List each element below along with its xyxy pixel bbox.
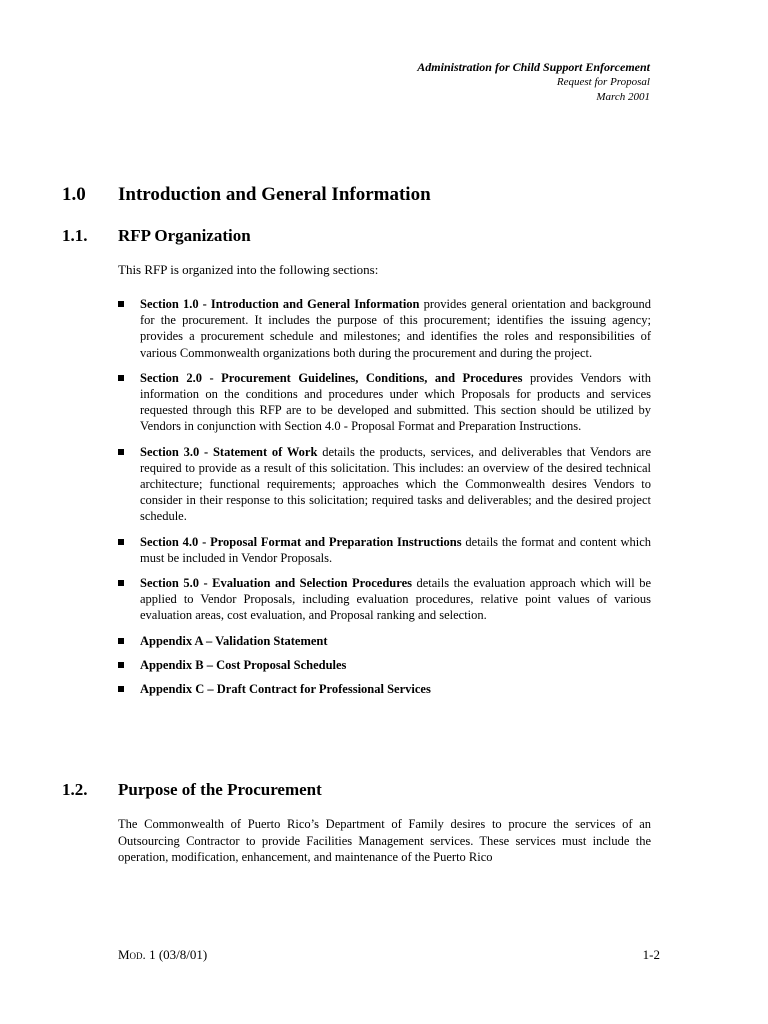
list-item (118, 657, 651, 673)
list-item-text: details the format and content which must be included in Vendor Proposals. (140, 534, 651, 565)
list-item-title: Appendix A – Validation Statement (140, 633, 328, 648)
list-item (118, 534, 651, 566)
list-item-text: details the evaluation approach which will be applied to Vendor Proposals, including evaluation procedures, relative point values of various evaluation areas, cost evaluation, and Proposal ranking and selection. (140, 576, 651, 623)
section-1-2-number: 1.2. (62, 780, 88, 799)
bullet-square-icon (118, 686, 124, 692)
section-1-heading (62, 184, 431, 206)
bullet-square-icon (118, 638, 124, 644)
list-item-text: provides general orientation and background for the procurement. It includes the purpose of this procurement; identifies the issuing agency; provides a procurement schedule and milestones; and identifies the roles and responsibilities of various Commonwealth organizations both during the procurement and during the project. (140, 297, 651, 360)
section-1-2-title: Purpose of the Procurement (118, 780, 322, 799)
list-item-text: details the products, services, and deliverables that Vendors are required to provide as a result of this solicitation. This includes: an overview of the desired technical architecture; functional requirements; approaches which the Commonwealth desires Vendors to consider in their response to this solicitation; required tasks and deliverables; and the desired project schedule. (140, 444, 651, 524)
list-item (118, 296, 651, 361)
list-item (118, 633, 651, 649)
list-item-title: Section 3.0 - Statement of Work (140, 444, 318, 459)
page-header (417, 60, 650, 105)
bullet-square-icon (118, 580, 124, 586)
footer-mod-label: Mod. (118, 947, 146, 962)
list-item-title: Section 2.0 - Procurement Guidelines, Conditions, and Procedures (140, 370, 523, 385)
list-item-title: Section 1.0 - Introduction and General Information (140, 297, 420, 311)
bullet-square-icon (118, 375, 124, 381)
section-1-title: Introduction and General Information (118, 184, 431, 205)
footer-modification (118, 947, 207, 963)
header-organization: Administration for Child Support Enforcement (417, 60, 650, 74)
list-item (118, 681, 651, 697)
page-number: 1-2 (642, 947, 660, 962)
section-list (118, 296, 651, 705)
bullet-square-icon (118, 662, 124, 668)
list-item-title: Section 5.0 - Evaluation and Selection Procedures (140, 576, 412, 591)
section-1-1-heading (62, 226, 251, 246)
bullet-square-icon (118, 301, 124, 307)
header-document-type: Request for Proposal (556, 76, 650, 88)
bullet-square-icon (118, 539, 124, 545)
bullet-square-icon (118, 449, 124, 455)
list-item (118, 444, 651, 525)
section-1-2-body: The Commonwealth of Puerto Rico’s Department of Family desires to procure the services of an Outsourcing Contractor to provide Facilities Management services. These services must include the operation, modification, enhancement, and maintenance of the Puerto Rico (118, 817, 651, 864)
section-1-1-title: RFP Organization (118, 226, 251, 245)
list-item-text: provides Vendors with information on the conditions and procedures under which Proposals for products and services requested through this RFP are to be developed and submitted. This section should be utilized by Vendors in conjunction with Section 4.0 - Proposal Format and Preparation Instructions. (140, 370, 651, 434)
list-item (118, 370, 651, 435)
list-item-title: Appendix C – Draft Contract for Professional Services (140, 682, 431, 697)
section-1-1-number: 1.1. (62, 226, 88, 245)
list-item (118, 575, 651, 624)
header-date: March 2001 (596, 91, 650, 103)
list-item-title: Section 4.0 - Proposal Format and Preparation Instructions (140, 534, 462, 549)
section-1-1-intro: This RFP is organized into the following sections: (118, 262, 379, 277)
footer-mod-value: 1 (03/8/01) (145, 947, 208, 962)
section-1-number: 1.0 (62, 184, 86, 205)
section-1-2-heading (62, 780, 322, 800)
list-item-title: Appendix B – Cost Proposal Schedules (140, 657, 347, 672)
